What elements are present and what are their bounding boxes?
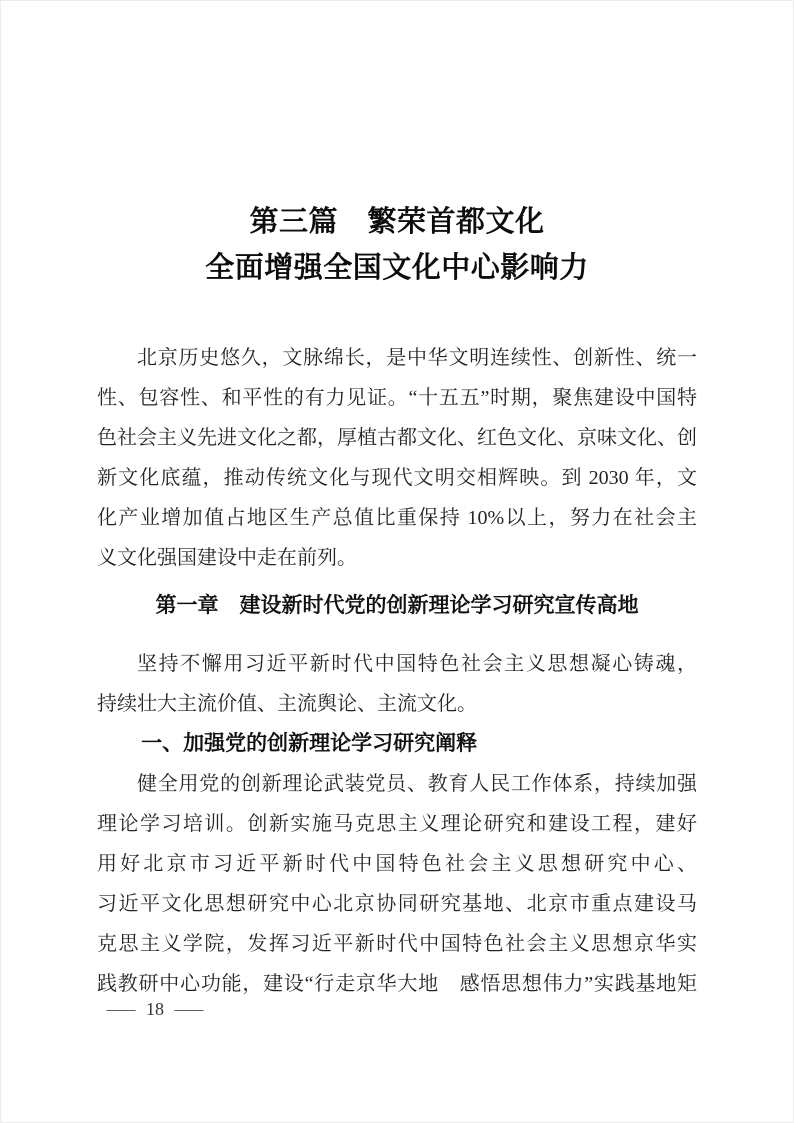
text-line: 色社会主义先进文化之都，厚植古都文化、红色文化、京味文化、创 [97, 427, 697, 449]
page-number: 18 [146, 999, 164, 1019]
chapter-heading: 第一章 建设新时代党的创新理论学习研究宣传高地 [155, 594, 639, 617]
text-line: 习近平文化思想研究中心北京协同研究基地、北京市重点建设马 [97, 893, 697, 915]
page-title [97, 198, 697, 290]
paragraph-section-body [97, 764, 697, 1004]
text-line: 用好北京市习近平新时代中国特色社会主义思想研究中心、 [97, 853, 697, 875]
text-line: 坚持不懈用习近平新时代中国特色社会主义思想凝心铸魂， [137, 653, 697, 675]
text-line: 性、包容性、和平性的有力见证。“十五五”时期，聚焦建设中国特 [97, 387, 697, 409]
text-line: 健全用党的创新理论武装党员、教育人民工作体系，持续加强 [137, 773, 697, 795]
paragraph-chapter-lead [97, 644, 697, 724]
text-line: 克思主义学院，发挥习近平新时代中国特色社会主义思想京华实 [97, 933, 697, 955]
text-line: 理论学习培训。创新实施马克思主义理论研究和建设工程，建好 [97, 813, 697, 835]
section-heading: 一、加强党的创新理论学习研究阐释 [141, 732, 478, 755]
text-line: 践教研中心功能，建设“行走京华大地 感悟思想伟力”实践基地矩 [97, 973, 697, 995]
text-line: 持续壮大主流价值、主流舆论、主流文化。 [97, 693, 477, 715]
footer-left-dash: — [106, 999, 136, 1019]
page-title-line-1: 第三篇 繁荣首都文化 [249, 204, 545, 238]
paragraph-intro [97, 338, 697, 578]
text-line: 化产业增加值占地区生产总值比重保持 10%以上，努力在社会主 [97, 507, 697, 529]
footer-right-dash: — [174, 999, 204, 1019]
text-line: 北京历史悠久，文脉绵长，是中华文明连续性、创新性、统一 [137, 347, 697, 369]
text-block [97, 198, 697, 1004]
text-line: 义文化强国建设中走在前列。 [97, 547, 357, 569]
page-title-line-2: 全面增强全国文化中心影响力 [205, 250, 589, 284]
page-footer [106, 996, 204, 1022]
text-line: 新文化底蕴，推动传统文化与现代文明交相辉映。到 2030 年，文 [97, 467, 697, 489]
